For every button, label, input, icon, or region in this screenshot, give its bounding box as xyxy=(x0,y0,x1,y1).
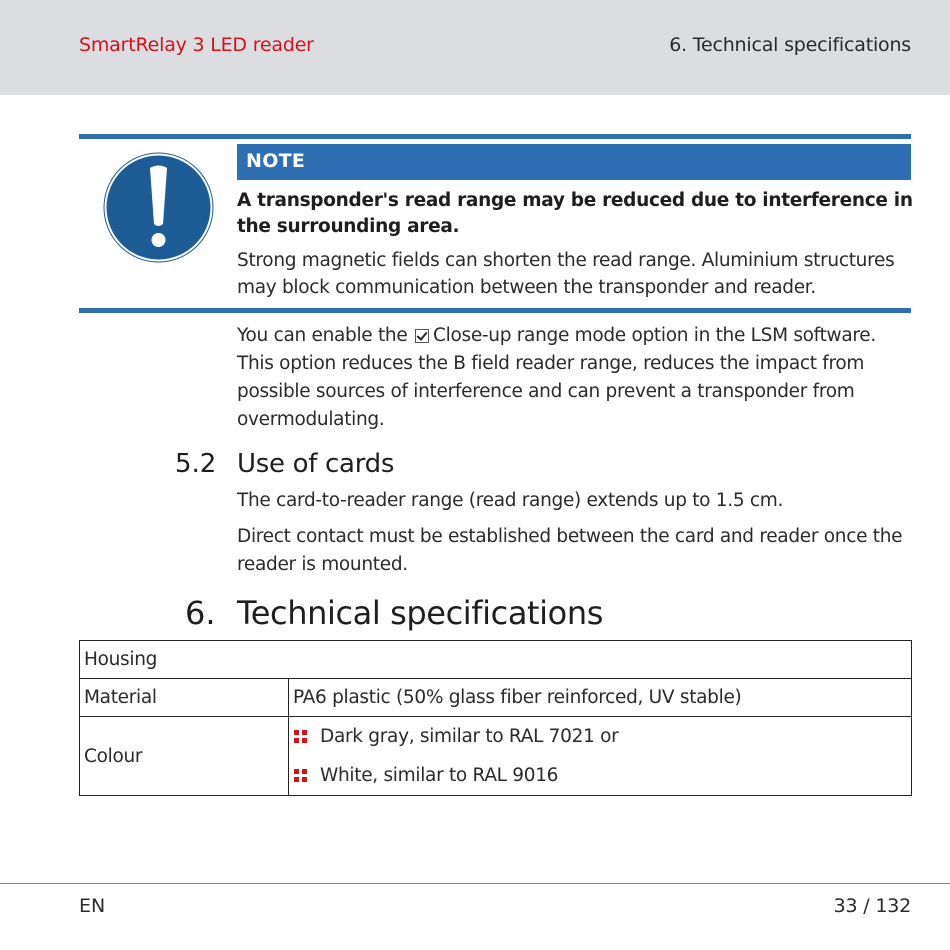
table-cell-label: Colour xyxy=(80,717,289,796)
note-heading: A transponder's read range may be reduced due to interference in the surrounding area. xyxy=(237,190,913,237)
table-row xyxy=(80,679,912,717)
note-label: NOTE xyxy=(246,150,306,172)
note-top-rule xyxy=(79,134,911,139)
section-title: Use of cards xyxy=(237,449,395,479)
table-cell-value-list xyxy=(289,717,912,796)
table-cell-value: PA6 plastic (50% glass fiber reinforced, UV stable) xyxy=(289,679,912,717)
table-cell-label: Material xyxy=(80,679,289,717)
chapter-title: Technical specifications xyxy=(237,594,603,632)
chapter-number: 6. xyxy=(185,594,216,632)
header-chapter-title: 6. Technical specifications xyxy=(669,34,911,56)
list-item-text: Dark gray, similar to RAL 7021 or xyxy=(320,726,619,747)
footer-rule xyxy=(0,883,950,884)
section-paragraph-1: The card-to-reader range (read range) extends up to 1.5 cm. xyxy=(237,490,784,511)
page-header xyxy=(0,0,950,95)
bullet-icon xyxy=(294,769,307,782)
section-paragraph-2: Direct contact must be established between the card and reader once the reader is mounted. xyxy=(237,526,903,575)
footer-page-number: 33 / 132 xyxy=(833,895,911,917)
note-label-bar xyxy=(237,144,911,180)
header-product-name: SmartRelay 3 LED reader xyxy=(79,34,314,56)
footer-language: EN xyxy=(79,895,106,917)
close-up-range-paragraph xyxy=(237,322,917,434)
table-group-header: Housing xyxy=(80,641,912,679)
para-after-checkbox: Close-up range mode option in the LSM software. This option reduces the B field reader range, reduces the impact from possible sources of interference and can prevent a transponder from overmodulating. xyxy=(237,325,876,430)
list-item xyxy=(289,717,911,756)
checkbox-icon xyxy=(415,329,429,343)
section-number: 5.2 xyxy=(175,449,217,479)
list-item xyxy=(289,756,911,795)
spec-table xyxy=(79,640,912,796)
note-text: Strong magnetic fields can shorten the read range. Aluminium structures may block communication between the transponder and reader. xyxy=(237,250,895,298)
bullet-icon xyxy=(294,730,307,743)
list-item-text: White, similar to RAL 9016 xyxy=(320,765,559,786)
table-row xyxy=(80,717,912,796)
exclamation-icon xyxy=(103,152,214,263)
para-before-checkbox: You can enable the xyxy=(237,325,408,346)
table-row xyxy=(80,641,912,679)
note-bottom-rule xyxy=(79,308,911,313)
